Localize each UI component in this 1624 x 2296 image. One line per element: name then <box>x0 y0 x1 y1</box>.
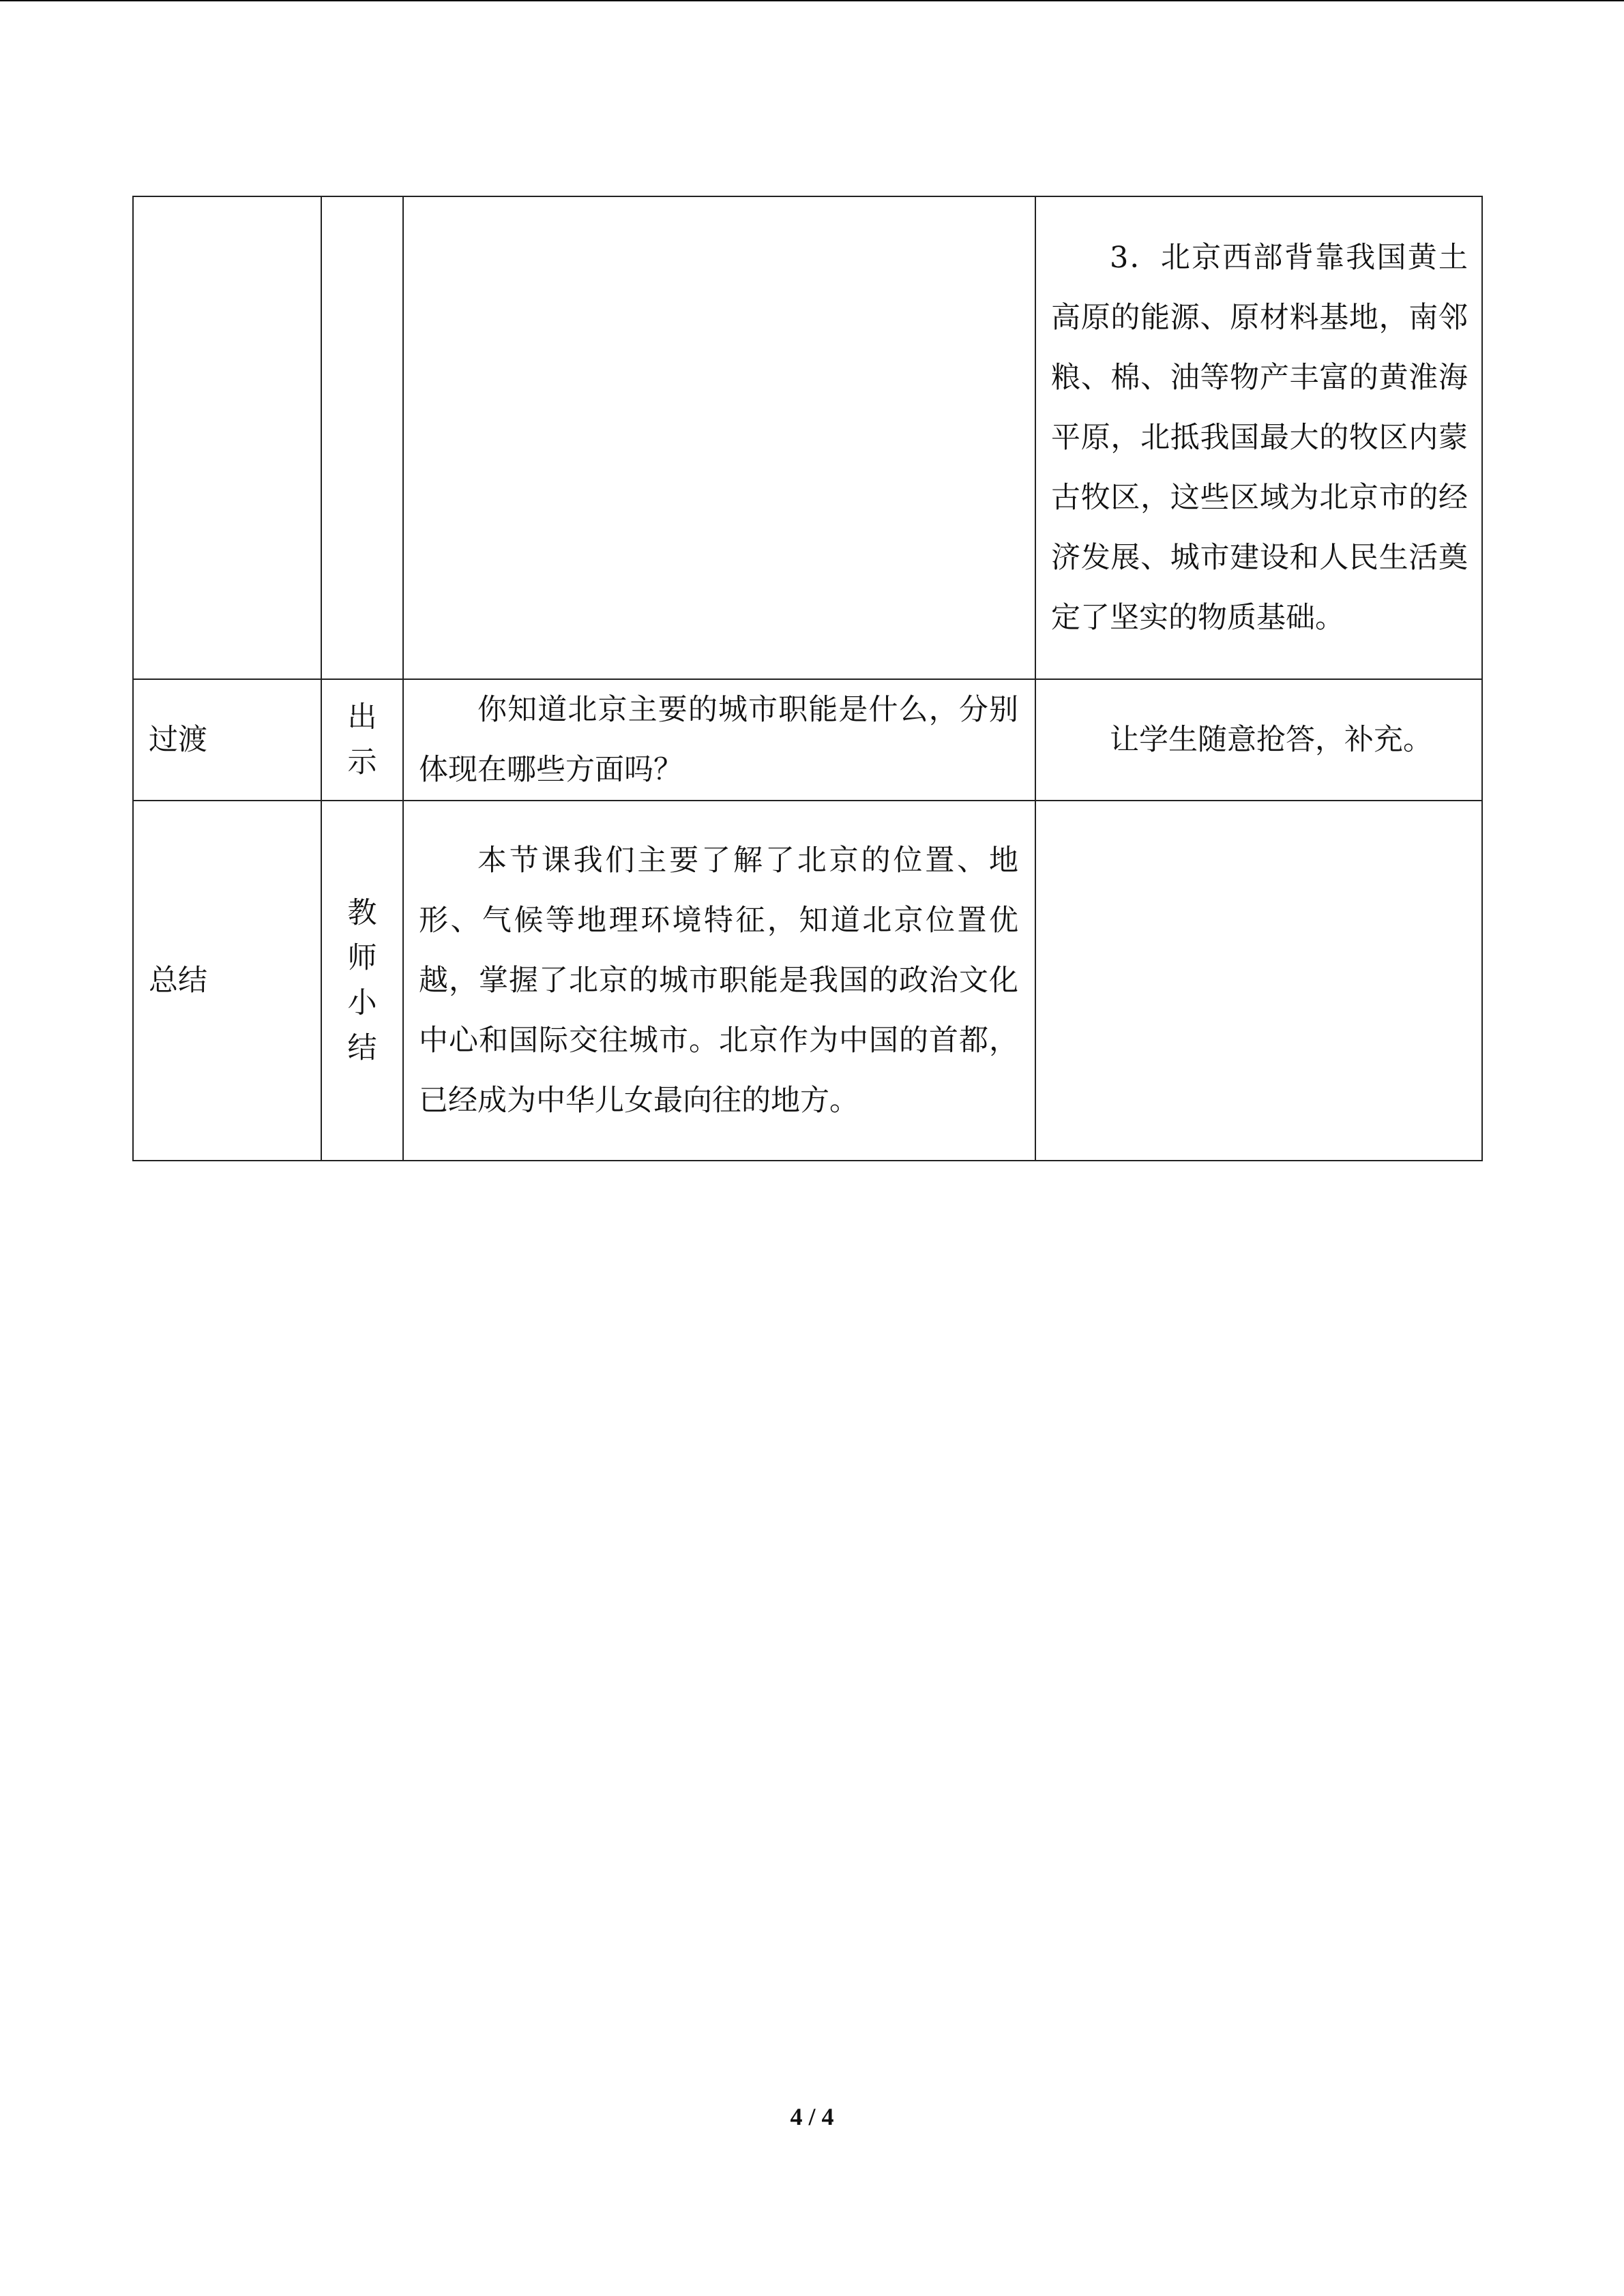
method-char: 师 <box>347 941 377 975</box>
method-char: 出 <box>347 700 377 734</box>
method-char: 小 <box>347 986 377 1020</box>
method-cell <box>321 801 403 1161</box>
method-char: 结 <box>347 1031 377 1065</box>
method-char: 示 <box>347 745 377 779</box>
method-cell <box>321 679 403 801</box>
stage-cell: 过渡 <box>133 679 321 801</box>
activity-cell: 3．北京西部背靠我国黄土高原的能源、原材料基地，南邻粮、棉、油等物产丰富的黄淮海平原，北抵我国最大的牧区内蒙古牧区，这些区域为北京市的经济发展、城市建设和人民生活奠定了坚实的物质基础。 <box>1035 196 1482 679</box>
stage-cell: 总结 <box>133 801 321 1161</box>
page-top-border <box>0 0 1624 1</box>
content-cell <box>403 196 1035 679</box>
activity-cell: 让学生随意抢答，补充。 <box>1035 679 1482 801</box>
stage-cell <box>133 196 321 679</box>
method-cell <box>321 196 403 679</box>
table-row <box>133 679 1482 801</box>
page-number: 4 / 4 <box>790 2103 834 2130</box>
lesson-plan-table <box>132 196 1483 1161</box>
content-cell: 本节课我们主要了解了北京的位置、地形、气候等地理环境特征，知道北京位置优越，掌握了北京的城市职能是我国的政治文化中心和国际交往城市。北京作为中国的首都，已经成为中华儿女最向往的地方。 <box>403 801 1035 1161</box>
method-char: 教 <box>347 896 377 930</box>
table-row <box>133 801 1482 1161</box>
content-cell: 你知道北京主要的城市职能是什么，分别体现在哪些方面吗？ <box>403 679 1035 801</box>
activity-cell <box>1035 801 1482 1161</box>
table-row <box>133 196 1482 679</box>
